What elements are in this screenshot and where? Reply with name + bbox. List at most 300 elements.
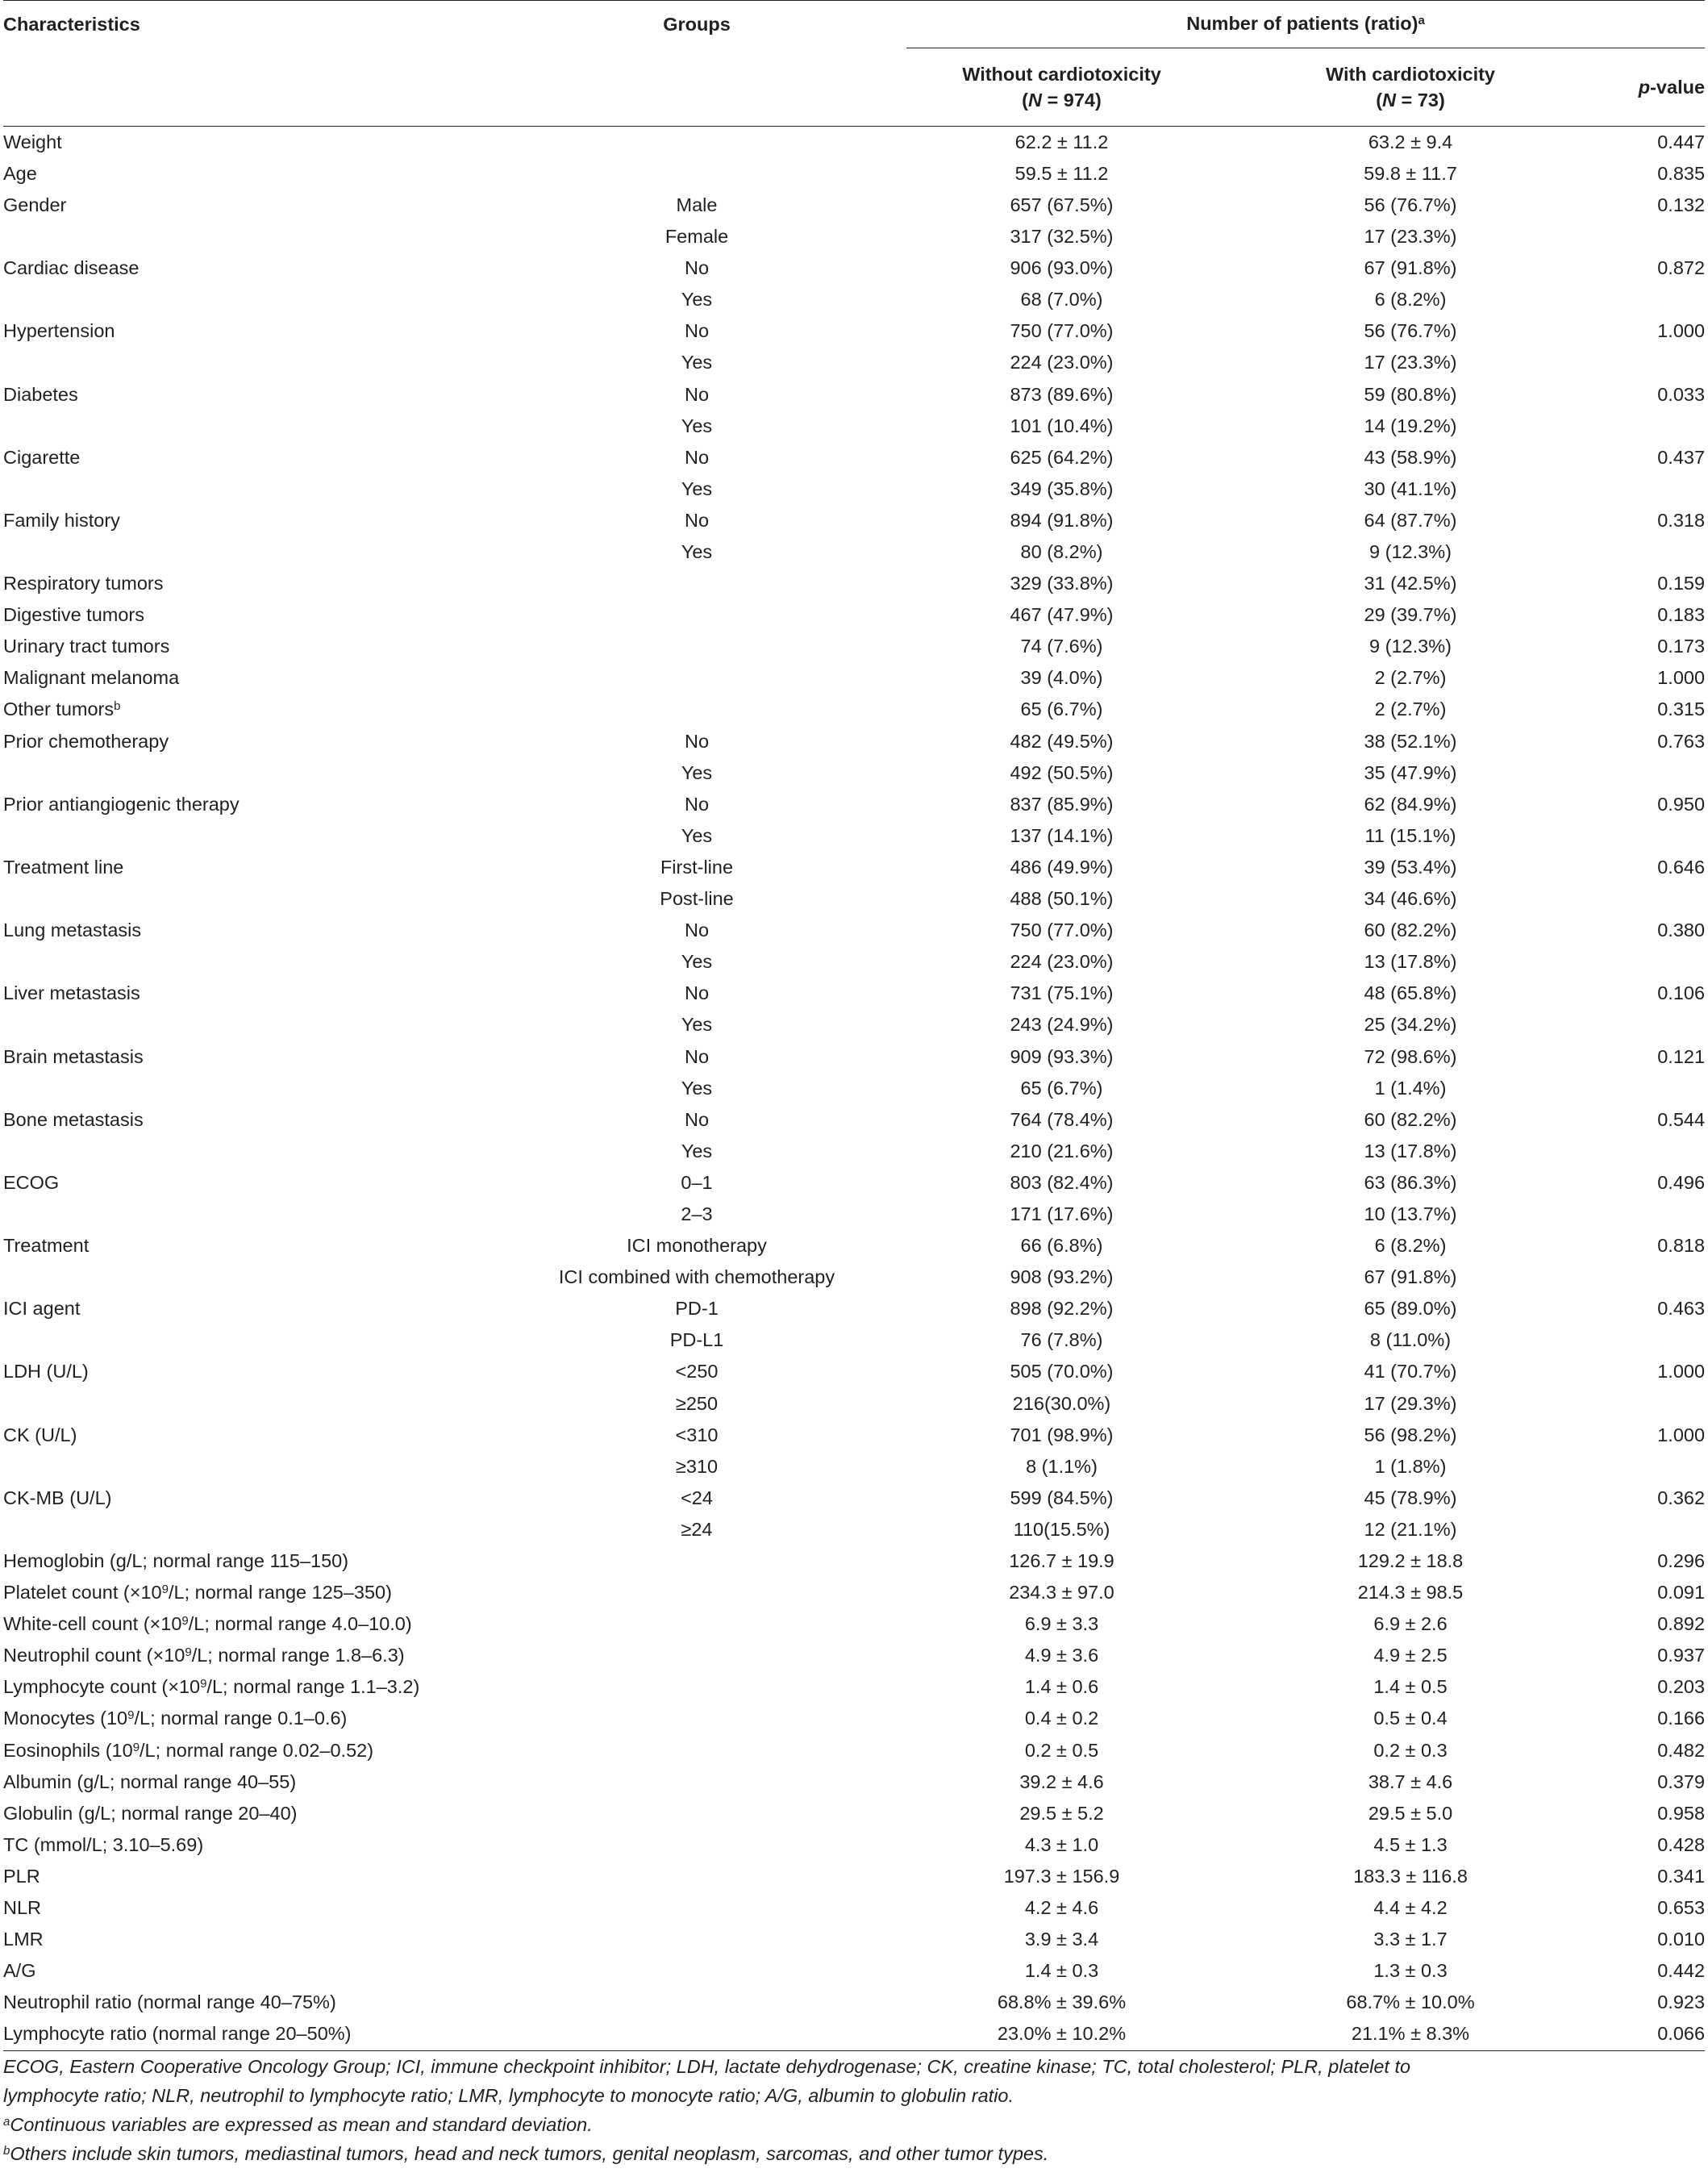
cell-characteristic: Other tumors$^b$ [3, 699, 121, 720]
cell-group: Yes [681, 478, 713, 499]
cell-p-value: 0.763 [1657, 730, 1706, 752]
cell-characteristic: Lung metastasis [3, 920, 142, 941]
cell-characteristic: Digestive tumors [3, 604, 144, 626]
cell-characteristic: Lymphocyte ratio (normal range 20–50%) [3, 2019, 487, 2051]
cell-without-cardiotoxicity: 701 (98.9%) [1010, 1424, 1114, 1445]
cell-without-cardiotoxicity: 74 (7.6%) [1020, 636, 1103, 657]
cell-without-cardiotoxicity: 482 (49.5%) [1010, 730, 1114, 752]
cell-without-cardiotoxicity: 894 (91.8%) [1010, 509, 1114, 531]
cell-without-cardiotoxicity: 62.2 ± 11.2 [1014, 131, 1109, 152]
cell-with-cardiotoxicity: 12 (21.1%) [1364, 1518, 1457, 1540]
cell-without-cardiotoxicity: 625 (64.2%) [1010, 446, 1114, 468]
cell-with-cardiotoxicity: 14 (19.2%) [1364, 415, 1457, 436]
cell-with-cardiotoxicity: 6 (8.2%) [1374, 289, 1447, 311]
table-row [3, 694, 1705, 726]
table-row [3, 789, 1705, 820]
cell-with-cardiotoxicity: 10 (13.7%) [1364, 1203, 1457, 1224]
cell-p-value [1604, 1010, 1705, 1041]
table-row [3, 1262, 1705, 1293]
cell-with-cardiotoxicity: 35 (47.9%) [1364, 761, 1457, 783]
cell-group: ICI monotherapy [627, 1235, 767, 1257]
cell-p-value [1604, 221, 1705, 252]
cell-group [487, 599, 906, 631]
header-number-of-patients-label: Number of patients (ratio) [1186, 13, 1418, 35]
cell-with-cardiotoxicity: 214.3 ± 98.5 [1357, 1582, 1464, 1604]
cell-with-cardiotoxicity: 29.5 ± 5.0 [1368, 1802, 1453, 1824]
cell-p-value [1604, 1073, 1705, 1104]
cell-group: 2–3 [681, 1203, 713, 1224]
header-with-label: With cardiotoxicity [1325, 64, 1495, 85]
table-row [3, 2019, 1705, 2051]
cell-group: No [684, 982, 710, 1004]
cell-with-cardiotoxicity: 67 (91.8%) [1364, 257, 1457, 279]
cell-characteristic: Hypertension [3, 320, 115, 342]
cell-with-cardiotoxicity: 41 (70.7%) [1364, 1361, 1457, 1383]
cell-group [487, 1672, 906, 1704]
cell-characteristic [3, 1262, 487, 1293]
table-row [3, 1798, 1705, 1829]
table-row [3, 1420, 1705, 1451]
cell-group [487, 568, 906, 599]
cell-without-cardiotoxicity: 197.3 ± 156.9 [1003, 1865, 1120, 1887]
cell-p-value: 0.033 [1657, 383, 1706, 405]
cell-with-cardiotoxicity: 183.3 ± 116.8 [1353, 1865, 1468, 1887]
header-row-2 [3, 48, 1705, 127]
cell-without-cardiotoxicity: 1.4 ± 0.3 [1024, 1960, 1099, 1982]
cell-group: No [684, 730, 710, 752]
cell-p-value: 0.379 [1657, 1770, 1706, 1792]
footnote-abbreviations-line-2: lymphocyte ratio; NLR, neutrophil to lymphocyte ratio; LMR, lymphocyte to monocyte ratio; A/G, albumin to globulin ratio. [3, 2085, 1014, 2106]
cell-p-value: 0.166 [1657, 1708, 1706, 1729]
cell-characteristic: Bone metastasis [3, 1108, 144, 1130]
cell-with-cardiotoxicity: 8 (11.0%) [1369, 1329, 1452, 1351]
table-row [3, 221, 1705, 252]
cell-p-value: 0.315 [1657, 699, 1706, 720]
cell-characteristic: NLR [3, 1897, 42, 1919]
cell-with-cardiotoxicity: 25 (34.2%) [1364, 1014, 1457, 1036]
cell-p-value [1604, 348, 1705, 379]
table-row [3, 1230, 1705, 1262]
cell-with-cardiotoxicity: 4.9 ± 2.5 [1373, 1645, 1448, 1666]
cell-p-value: 0.653 [1657, 1897, 1706, 1919]
cell-without-cardiotoxicity: 488 (50.1%) [1010, 888, 1114, 910]
cell-p-value: 0.937 [1657, 1645, 1706, 1666]
cell-characteristic: Cardiac disease [3, 257, 140, 279]
table-row [3, 1514, 1705, 1545]
table-row [3, 820, 1705, 852]
cell-group [487, 1829, 906, 1861]
cell-characteristic [3, 284, 487, 315]
cell-without-cardiotoxicity: 750 (77.0%) [1010, 320, 1114, 342]
cell-p-value: 1.000 [1657, 1361, 1706, 1383]
table-row [3, 411, 1705, 442]
cell-p-value [1604, 1136, 1705, 1167]
footnote-abbreviations-line-1: ECOG, Eastern Cooperative Oncology Group; ICI, immune checkpoint inhibitor; LDH, lactate dehydrogenase; CK, creatine kinase; TC, total cholesterol; PLR, platelet to [3, 2056, 1411, 2077]
cell-without-cardiotoxicity: 4.3 ± 1.0 [1024, 1833, 1099, 1855]
table-row [3, 1892, 1705, 1924]
table-row [3, 726, 1705, 757]
table-row [3, 599, 1705, 631]
cell-characteristic [3, 757, 487, 789]
footnote-a [3, 2110, 1705, 2139]
table-row [3, 1577, 1705, 1608]
cell-p-value: 0.872 [1657, 257, 1706, 279]
cell-characteristic [3, 883, 487, 915]
cell-p-value: 0.835 [1657, 162, 1706, 184]
cell-without-cardiotoxicity: 80 (8.2%) [1020, 541, 1103, 563]
cell-characteristic [3, 348, 487, 379]
cell-characteristic: Monocytes ($10^9/L$; normal range 0.1–0.6) [3, 1708, 348, 1729]
header-with-cardiotoxicity [1217, 48, 1604, 127]
cell-with-cardiotoxicity: 2 (2.7%) [1374, 667, 1447, 689]
table-row [3, 1325, 1705, 1357]
cell-with-cardiotoxicity: 60 (82.2%) [1364, 1108, 1457, 1130]
table-row [3, 1735, 1705, 1766]
cell-group [487, 694, 906, 726]
header-characteristics: Characteristics [3, 1, 487, 48]
table-row [3, 1357, 1705, 1388]
table-row [3, 1924, 1705, 1955]
cell-without-cardiotoxicity: 837 (85.9%) [1010, 793, 1114, 815]
cell-p-value: 0.132 [1657, 194, 1706, 215]
cell-without-cardiotoxicity: 731 (75.1%) [1010, 982, 1114, 1004]
cell-characteristic: ICI agent [3, 1298, 81, 1320]
cell-with-cardiotoxicity: 63 (86.3%) [1364, 1171, 1457, 1193]
cell-characteristic [3, 1451, 487, 1483]
table-row [3, 632, 1705, 663]
table-row [3, 473, 1705, 505]
cell-p-value [1604, 946, 1705, 978]
cell-group: <250 [675, 1361, 719, 1383]
cell-group [487, 1545, 906, 1577]
table-row [3, 1766, 1705, 1798]
footnote-b [3, 2139, 1705, 2168]
cell-with-cardiotoxicity: 72 (98.6%) [1364, 1045, 1457, 1067]
cell-with-cardiotoxicity: 1 (1.4%) [1374, 1077, 1447, 1099]
table-row [3, 1672, 1705, 1704]
table-row [3, 442, 1705, 473]
cell-p-value [1604, 473, 1705, 505]
cell-p-value [1604, 883, 1705, 915]
cell-without-cardiotoxicity: 29.5 ± 5.2 [1019, 1802, 1104, 1824]
cell-with-cardiotoxicity: 48 (65.8%) [1364, 982, 1457, 1004]
cell-characteristic: Lymphocyte count ($\times 10^9/L$; normal range 1.1–3.2) [3, 1676, 420, 1698]
cell-without-cardiotoxicity: 599 (84.5%) [1010, 1487, 1114, 1508]
cell-characteristic: Treatment [3, 1235, 90, 1257]
cell-characteristic: LDH (U/L) [3, 1361, 89, 1383]
table-row [3, 1104, 1705, 1136]
cell-characteristic: Family history [3, 509, 120, 531]
cell-group [487, 158, 906, 190]
cell-group: No [684, 920, 710, 941]
cell-group: <310 [675, 1424, 719, 1445]
patient-characteristics-table [3, 0, 1705, 2051]
cell-group: <24 [681, 1487, 713, 1508]
cell-p-value: 0.442 [1657, 1960, 1706, 1982]
cell-without-cardiotoxicity: 750 (77.0%) [1010, 920, 1114, 941]
cell-with-cardiotoxicity: 38.7 ± 4.6 [1368, 1770, 1453, 1792]
cell-group: PD-L1 [669, 1329, 724, 1351]
cell-without-cardiotoxicity: 349 (35.8%) [1010, 478, 1114, 499]
cell-group [487, 1641, 906, 1672]
cell-characteristic: Albumin (g/L; normal range 40–55) [3, 1770, 297, 1792]
cell-characteristic: Urinary tract tumors [3, 636, 170, 657]
cell-group: Post-line [660, 888, 734, 910]
cell-without-cardiotoxicity: 101 (10.4%) [1010, 415, 1114, 436]
cell-with-cardiotoxicity: 68.7% ± 10.0% [1346, 1991, 1475, 2013]
cell-with-cardiotoxicity: 1.4 ± 0.5 [1373, 1676, 1448, 1698]
table-row [3, 1608, 1705, 1640]
cell-p-value: 0.010 [1657, 1929, 1706, 1950]
cell-without-cardiotoxicity: 23.0% ± 10.2% [906, 2019, 1217, 2051]
cell-with-cardiotoxicity: 1.3 ± 0.3 [1373, 1960, 1448, 1982]
cell-group: First-line [660, 856, 734, 878]
cell-without-cardiotoxicity: 234.3 ± 97.0 [1009, 1582, 1114, 1604]
cell-with-cardiotoxicity: 56 (98.2%) [1364, 1424, 1457, 1445]
cell-characteristic: A/G [3, 1960, 36, 1982]
cell-without-cardiotoxicity: 0.4 ± 0.2 [1024, 1708, 1099, 1729]
cell-with-cardiotoxicity: 17 (23.3%) [1364, 352, 1457, 373]
cell-p-value: 0.496 [1657, 1171, 1706, 1193]
cell-characteristic: LMR [3, 1929, 44, 1950]
footnote-a-mark: a [3, 2115, 10, 2129]
header-with-n: (N = 73) [1376, 90, 1445, 111]
cell-with-cardiotoxicity: 6 (8.2%) [1374, 1235, 1447, 1257]
cell-with-cardiotoxicity: 11 (15.1%) [1364, 824, 1456, 846]
cell-with-cardiotoxicity: 56 (76.7%) [1364, 320, 1457, 342]
cell-with-cardiotoxicity: 64 (87.7%) [1364, 509, 1457, 531]
table-row [3, 1451, 1705, 1483]
cell-group: Yes [681, 951, 713, 973]
cell-characteristic [3, 1388, 487, 1420]
cell-group [487, 1924, 906, 1955]
table-row [3, 348, 1705, 379]
cell-group: PD-1 [675, 1298, 719, 1320]
cell-group: No [684, 446, 710, 468]
cell-characteristic: Gender [3, 194, 67, 215]
cell-p-value: 0.923 [1657, 1991, 1706, 2013]
cell-without-cardiotoxicity: 65 (6.7%) [1020, 1077, 1103, 1099]
table-row [3, 946, 1705, 978]
cell-without-cardiotoxicity: 329 (33.8%) [1010, 573, 1114, 594]
table-row [3, 1987, 1705, 2019]
cell-p-value: 1.000 [1657, 667, 1706, 689]
cell-group [487, 1861, 906, 1892]
cell-characteristic: Hemoglobin (g/L; normal range 115–150) [3, 1550, 349, 1572]
cell-group: No [684, 257, 710, 279]
cell-characteristic: PLR [3, 1865, 40, 1887]
cell-p-value: 0.091 [1657, 1582, 1706, 1604]
cell-characteristic [3, 536, 487, 568]
cell-without-cardiotoxicity: 243 (24.9%) [1010, 1014, 1114, 1036]
cell-without-cardiotoxicity: 873 (89.6%) [1010, 383, 1114, 405]
cell-p-value: 0.066 [1604, 2019, 1705, 2051]
cell-p-value: 0.892 [1657, 1613, 1706, 1635]
cell-without-cardiotoxicity: 171 (17.6%) [1010, 1203, 1114, 1224]
header-number-of-patients [906, 1, 1705, 48]
cell-with-cardiotoxicity: 0.5 ± 0.4 [1373, 1708, 1448, 1729]
cell-p-value: 0.106 [1657, 982, 1706, 1004]
cell-without-cardiotoxicity: 8 (1.1%) [1026, 1455, 1098, 1477]
cell-without-cardiotoxicity: 68 (7.0%) [1020, 289, 1103, 311]
cell-with-cardiotoxicity: 56 (76.7%) [1364, 194, 1457, 215]
cell-without-cardiotoxicity: 6.9 ± 3.3 [1024, 1613, 1099, 1635]
cell-with-cardiotoxicity: 45 (78.9%) [1364, 1487, 1457, 1508]
cell-p-value: 0.818 [1657, 1235, 1706, 1257]
cell-p-value: 1.000 [1657, 1424, 1706, 1445]
cell-group: ICI combined with chemotherapy [558, 1266, 835, 1288]
cell-characteristic: Respiratory tumors [3, 573, 164, 594]
table-row [3, 1199, 1705, 1230]
cell-characteristic [3, 221, 487, 252]
header-without-n: (N = 974) [1022, 90, 1102, 111]
cell-with-cardiotoxicity: 129.2 ± 18.8 [1357, 1550, 1464, 1572]
cell-characteristic [3, 1199, 487, 1230]
cell-characteristic: CK-MB (U/L) [3, 1487, 112, 1508]
table-row [3, 1388, 1705, 1420]
cell-p-value [1604, 820, 1705, 852]
table-row [3, 1641, 1705, 1672]
cell-without-cardiotoxicity: 39 (4.0%) [1020, 667, 1103, 689]
table-row [3, 883, 1705, 915]
cell-group [487, 1798, 906, 1829]
cell-without-cardiotoxicity: 76 (7.8%) [1020, 1329, 1103, 1351]
cell-without-cardiotoxicity: 216(30.0%) [1012, 1392, 1111, 1414]
cell-without-cardiotoxicity: 803 (82.4%) [1010, 1171, 1114, 1193]
cell-group [487, 127, 906, 159]
cell-group [487, 1987, 906, 2019]
cell-p-value: 0.380 [1657, 920, 1706, 941]
cell-group: No [684, 793, 710, 815]
header-row-1 [3, 1, 1705, 48]
cell-group: Yes [681, 1077, 713, 1099]
cell-p-value [1604, 411, 1705, 442]
cell-group: Yes [681, 289, 713, 311]
cell-with-cardiotoxicity: 2 (2.7%) [1374, 699, 1447, 720]
table-row [3, 1483, 1705, 1514]
table-row [3, 915, 1705, 946]
table-row [3, 1073, 1705, 1104]
table-row [3, 505, 1705, 536]
table-row [3, 663, 1705, 694]
cell-with-cardiotoxicity: 9 (12.3%) [1369, 636, 1452, 657]
cell-group [487, 1608, 906, 1640]
cell-with-cardiotoxicity: 60 (82.2%) [1364, 920, 1457, 941]
cell-with-cardiotoxicity: 65 (89.0%) [1364, 1298, 1457, 1320]
cell-p-value: 0.447 [1657, 131, 1706, 152]
cell-without-cardiotoxicity: 3.9 ± 3.4 [1024, 1929, 1099, 1950]
cell-with-cardiotoxicity: 4.5 ± 1.3 [1373, 1833, 1448, 1855]
cell-characteristic: Treatment line [3, 856, 124, 878]
cell-with-cardiotoxicity: 59.8 ± 11.7 [1364, 162, 1457, 184]
cell-characteristic: CK (U/L) [3, 1424, 77, 1445]
cell-with-cardiotoxicity: 13 (17.8%) [1364, 951, 1457, 973]
table-row [3, 316, 1705, 348]
cell-characteristic [3, 1073, 487, 1104]
cell-characteristic [3, 1010, 487, 1041]
cell-characteristic: Neutrophil ratio (normal range 40–75%) [3, 1991, 336, 2013]
cell-characteristic [3, 473, 487, 505]
cell-group: ≥310 [675, 1455, 719, 1477]
cell-group: No [684, 1045, 710, 1067]
cell-group [487, 1577, 906, 1608]
cell-characteristic: Neutrophil count ($\times 10^9/L$; normal range 1.8–6.3) [3, 1645, 405, 1666]
cell-p-value: 0.121 [1657, 1045, 1706, 1067]
cell-with-cardiotoxicity: 59 (80.8%) [1364, 383, 1457, 405]
cell-with-cardiotoxicity: 17 (23.3%) [1364, 226, 1457, 248]
cell-group: Yes [681, 761, 713, 783]
cell-group [487, 632, 906, 663]
cell-p-value: 0.646 [1657, 856, 1706, 878]
cell-without-cardiotoxicity: 110(15.5%) [1013, 1518, 1110, 1540]
cell-p-value: 1.000 [1657, 320, 1706, 342]
cell-with-cardiotoxicity: 31 (42.5%) [1364, 573, 1457, 594]
table-row [3, 1010, 1705, 1041]
cell-without-cardiotoxicity: 909 (93.3%) [1010, 1045, 1114, 1067]
header-footnote-a-mark: a [1418, 14, 1425, 28]
cell-p-value: 0.296 [1657, 1550, 1706, 1572]
cell-p-value [1604, 1262, 1705, 1293]
cell-with-cardiotoxicity: 4.4 ± 4.2 [1373, 1897, 1448, 1919]
cell-without-cardiotoxicity: 59.5 ± 11.2 [1014, 162, 1109, 184]
cell-with-cardiotoxicity: 1 (1.8%) [1374, 1455, 1447, 1477]
cell-with-cardiotoxicity: 29 (39.7%) [1364, 604, 1457, 626]
cell-with-cardiotoxicity: 6.9 ± 2.6 [1373, 1613, 1448, 1635]
cell-without-cardiotoxicity: 898 (92.2%) [1010, 1298, 1114, 1320]
cell-characteristic: Brain metastasis [3, 1045, 144, 1067]
cell-with-cardiotoxicity: 62 (84.9%) [1364, 793, 1457, 815]
cell-characteristic: Age [3, 162, 37, 184]
cell-without-cardiotoxicity: 908 (93.2%) [1010, 1266, 1114, 1288]
cell-p-value: 0.173 [1657, 636, 1706, 657]
table-row [3, 1829, 1705, 1861]
cell-with-cardiotoxicity: 17 (29.3%) [1364, 1392, 1457, 1414]
cell-with-cardiotoxicity: 38 (52.1%) [1364, 730, 1457, 752]
cell-group: No [684, 509, 710, 531]
cell-group [487, 663, 906, 694]
cell-with-cardiotoxicity: 21.1% ± 8.3% [1217, 2019, 1604, 2051]
cell-p-value [1604, 1388, 1705, 1420]
cell-group: Yes [681, 824, 713, 846]
table-row [3, 284, 1705, 315]
footnote-b-text: Others include skin tumors, mediastinal tumors, head and neck tumors, genital neoplasm, sarcomas, and other tumor types. [10, 2143, 1049, 2164]
cell-group: Yes [681, 541, 713, 563]
cell-group: 0–1 [681, 1171, 713, 1193]
cell-with-cardiotoxicity: 39 (53.4%) [1364, 856, 1457, 878]
cell-characteristic: Liver metastasis [3, 982, 140, 1004]
header-p-value: p-value [1604, 48, 1705, 127]
cell-characteristic [3, 411, 487, 442]
cell-characteristic: ECOG [3, 1171, 60, 1193]
cell-without-cardiotoxicity: 137 (14.1%) [1010, 824, 1114, 846]
cell-p-value [1604, 1451, 1705, 1483]
cell-group: No [684, 383, 710, 405]
cell-group: Yes [681, 1014, 713, 1036]
cell-group: Yes [681, 352, 713, 373]
table-row [3, 158, 1705, 190]
cell-characteristic: White-cell count ($\times 10^9/L$; normal range 4.0–10.0) [3, 1613, 412, 1635]
cell-without-cardiotoxicity: 4.2 ± 4.6 [1024, 1897, 1099, 1919]
cell-characteristic: Malignant melanoma [3, 667, 180, 689]
table-row [3, 568, 1705, 599]
cell-p-value: 0.437 [1657, 446, 1706, 468]
cell-p-value [1604, 284, 1705, 315]
cell-p-value [1604, 1199, 1705, 1230]
table-row [3, 1136, 1705, 1167]
header-without-cardiotoxicity [906, 48, 1217, 127]
table-row [3, 1861, 1705, 1892]
cell-without-cardiotoxicity: 66 (6.8%) [1020, 1235, 1103, 1257]
